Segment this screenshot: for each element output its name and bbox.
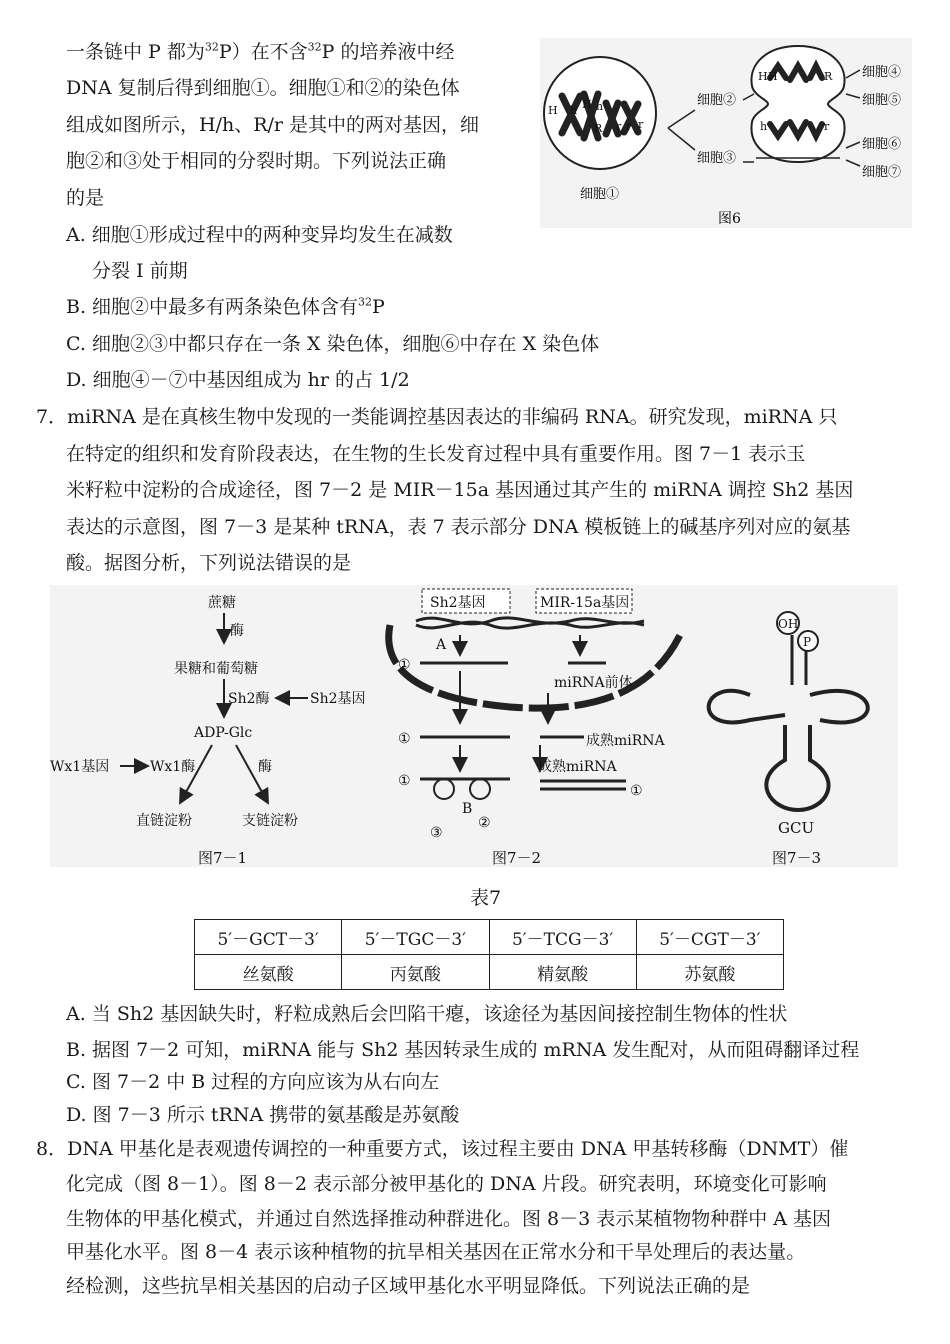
figure-7-panel [50,585,898,867]
q6-option-b: B. 细胞②中最多有两条染色体含有$^{32}$P [66,295,385,318]
q6-line-3: 组成如图所示，H/h、R/r 是其中的两对基因，细 [66,114,480,136]
anticodon-loop [766,725,828,810]
table-cell: 丙氨酸 [342,955,489,990]
table-cell: 5′－TGC－3′ [342,920,489,955]
ribosome-1 [434,779,454,799]
gene-label: h [596,100,604,113]
number-3: ③ [430,825,443,841]
gene-label: r [824,120,830,133]
number-2: ② [478,815,491,831]
q6-option-a-cont: 分裂 I 前期 [92,260,188,282]
cell-2-label: 细胞② [697,93,737,108]
mature-mirna-label-2: 成熟miRNA [538,759,617,775]
mrna-number-1: ① [398,657,411,673]
q7-option-b: B. 据图 7－2 可知，miRNA 能与 Sh2 基因转录生成的 mRNA 发生配对，从而阻碍翻译过程 [66,1039,860,1061]
gene-label: h [760,120,768,133]
figure-7-1 [50,594,366,867]
table-row [195,920,784,955]
mature-mirna-label-1: 成熟miRNA [586,733,665,749]
mrna-number-1b: ① [398,731,411,747]
mrna-number-1d: ① [630,783,643,799]
enzyme2-label: 酶 [258,759,272,775]
q7-option-d: D. 图 7－3 所示 tRNA 携带的氨基酸是苏氨酸 [66,1104,460,1126]
table-cell: 丝氨酸 [195,955,342,990]
q7-option-c: C. 图 7－2 中 B 过程的方向应该为从右向左 [66,1071,440,1093]
gene-label: R [594,122,603,135]
amylose-label: 直链淀粉 [136,813,192,829]
q8-line-5: 经检测，这些抗旱相关基因的启动子区域甲基化水平明显降低。下列说法正确的是 [66,1275,751,1297]
q6-line-1: 一条链中 P 都为$^{32}$P）在不含$^{32}$P 的培养液中经 [66,40,455,63]
gene-label: r [626,120,632,133]
mirna-precursor-label: miRNA前体 [554,675,633,691]
cell-4-label: 细胞④ [862,65,902,80]
figure-7-3-caption: 图7－3 [772,849,822,867]
q6-line-4: 胞②和③处于相同的分裂时期。下列说法正确 [66,150,447,172]
gene-label: R [824,70,833,83]
gene-label: H [582,98,592,111]
cell-6-label: 细胞⑥ [862,137,902,152]
cell-1-label: 细胞① [580,187,620,202]
d-loop [709,691,785,723]
ribosome-2 [470,779,490,799]
adp-glc-label: ADP-Glc [194,725,253,741]
gene-label: r [616,120,622,133]
q8-line-1: 8．DNA 甲基化是表观遗传调控的一种重要方式，该过程主要由 DNA 甲基转移酶（DNMT）催 [36,1138,849,1160]
cell-3-label: 细胞③ [697,151,737,166]
fructose-label: 果糖和葡萄糖 [174,661,258,677]
q8-line-4: 甲基化水平。图 8－4 表示该种植物的抗旱相关基因在正常水分和干旱处理后的表达量。 [66,1241,806,1263]
p-label: P [803,635,812,649]
cell-7-label: 细胞⑦ [862,165,902,180]
mir-gene-box-label: MIR-15a基因 [540,595,630,611]
table-cell: 5′－TCG－3′ [489,920,636,955]
anticodon-label: GCU [778,819,815,837]
q7-line-5: 酸。据图分析，下列说法错误的是 [66,552,352,574]
oh-label: OH [778,617,799,631]
q8-line-3: 生物体的甲基化模式，并通过自然选择推动种群进化。图 8－3 表示某植物物种群中 A 基因 [66,1208,832,1230]
mrna-number-1c: ① [398,773,411,789]
sh2-enzyme-label: Sh2酶 [228,691,270,707]
label-a: A [436,637,447,653]
cell-1-outline [544,57,656,169]
figure-6 [540,38,912,228]
enzyme-label: 酶 [230,623,244,639]
q7-line-4: 表达的示意图，图 7－3 是某种 tRNA，表 7 表示部分 DNA 模板链上的碱基序列对应的氨基 [66,516,851,538]
table-cell: 5′－CGT－3′ [636,920,783,955]
figure-7-3 [709,612,868,867]
table-7-title: 表7 [470,887,502,909]
figure-7-1-caption: 图7－1 [198,849,248,867]
wx1-gene-label: Wx1基因 [50,759,110,775]
q6-option-a: A. 细胞①形成过程中的两种变异均发生在减数 [66,224,453,246]
table-row [195,955,784,990]
cell-5-label: 细胞⑤ [862,93,902,108]
q6-option-c: C. 细胞②③中都只存在一条 X 染色体，细胞⑥中存在 X 染色体 [66,333,600,355]
q8-line-2: 化完成（图 8－1）。图 8－2 表示部分被甲基化的 DNA 片段。研究表明，环境变化可影响 [66,1173,827,1195]
gene-label: H [548,104,558,117]
nuclear-envelope [389,625,680,708]
sucrose-label: 蔗糖 [208,595,236,611]
table-cell: 精氨酸 [489,955,636,990]
table-cell: 苏氨酸 [636,955,783,990]
t-loop [810,691,868,723]
gene-label: r [638,118,644,131]
gene-label: H [768,70,778,83]
sh2-gene-box-label: Sh2基因 [430,595,486,611]
figure-6-caption: 图6 [718,211,741,227]
q6-line-5: 的是 [66,187,105,209]
wx1-enzyme-label: Wx1酶 [150,759,196,775]
q6-line-2: DNA 复制后得到细胞①。细胞①和②的染色体 [66,77,460,99]
figure-7-2-caption: 图7－2 [492,849,542,867]
table-7 [194,919,784,990]
label-b: B [462,801,473,817]
amylopectin-label: 支链淀粉 [242,813,298,829]
q7-line-3: 米籽粒中淀粉的合成途径，图 7－2 是 MIR－15a 基因通过其产生的 miRNA 调控 Sh2 基因 [66,479,854,501]
q7-line-1: 7．miRNA 是在真核生物中发现的一类能调控基因表达的非编码 RNA。研究发现，miRNA 只 [36,406,838,428]
q7-line-2: 在特定的组织和发育阶段表达，在生物的生长发育过程中具有重要作用。图 7－1 表示玉 [66,443,806,465]
q7-option-a: A. 当 Sh2 基因缺失时，籽粒成熟后会凹陷干瘪，该途径为基因间接控制生物体的性状 [66,1003,788,1025]
table-cell: 5′－GCT－3′ [195,920,342,955]
figure-7-2 [389,589,680,867]
gene-label: h [570,104,578,117]
gene-label: H [758,70,768,83]
q6-option-d: D. 细胞④－⑦中基因组成为 hr 的占 1/2 [66,369,410,391]
sh2-gene-label: Sh2基因 [310,691,366,707]
